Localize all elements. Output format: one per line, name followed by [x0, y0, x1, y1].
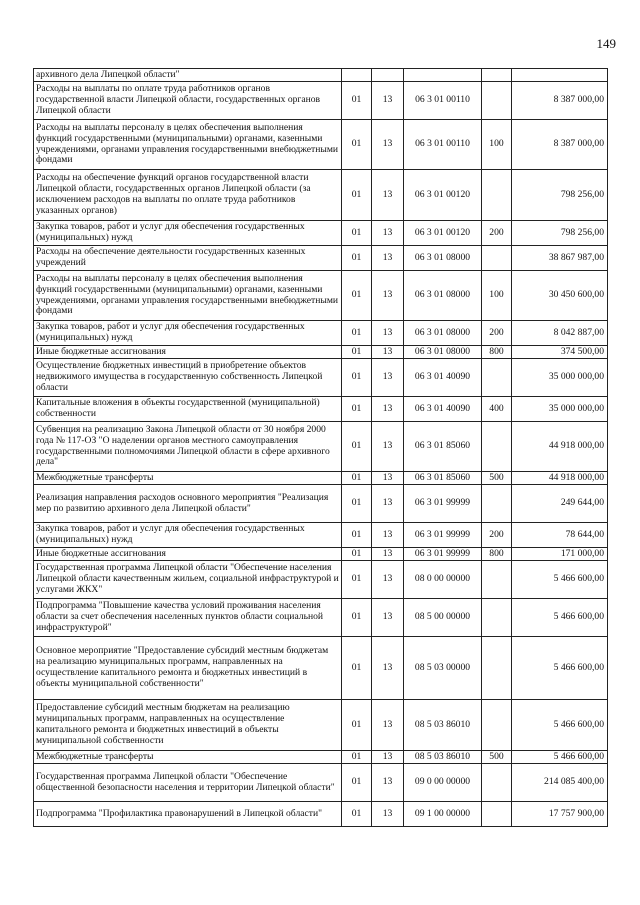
page-number: 149 — [596, 36, 616, 51]
table-row — [34, 751, 608, 764]
cell-expense-type — [482, 69, 512, 82]
cell-target-article: 06 3 01 85060 — [404, 422, 482, 472]
cell-name: Подпрограмма "Повышение качества условий проживания населения области за счет обеспечения населенных пунктов области социальной инфраструктурой" — [34, 599, 342, 637]
cell-subsection — [372, 69, 404, 82]
table-row — [34, 346, 608, 359]
cell-name: Закупка товаров, работ и услуг для обеспечения государственных (муниципальных) нужд — [34, 221, 342, 246]
cell-subsection: 13 — [372, 359, 404, 397]
cell-expense-type — [482, 359, 512, 397]
cell-amount: 5 466 600,00 — [512, 637, 608, 700]
cell-amount: 5 466 600,00 — [512, 561, 608, 599]
cell-amount: 5 466 600,00 — [512, 751, 608, 764]
cell-subsection: 13 — [372, 472, 404, 485]
cell-target-article: 06 3 01 99999 — [404, 523, 482, 548]
cell-section: 01 — [342, 271, 372, 321]
cell-section: 01 — [342, 523, 372, 548]
table-row — [34, 120, 608, 170]
table-row — [34, 271, 608, 321]
cell-target-article: 06 3 01 00110 — [404, 120, 482, 170]
cell-subsection: 13 — [372, 700, 404, 751]
cell-expense-type — [482, 561, 512, 599]
table-row — [34, 561, 608, 599]
cell-name: Субвенция на реализацию Закона Липецкой области от 30 ноября 2000 года № 117-ОЗ "О наделении органов местного самоуправления государственными полномочиями Липецкой области в сфере архивного дела" — [34, 422, 342, 472]
cell-name: Государственная программа Липецкой области "Обеспечение населения Липецкой области качественным жильем, социальной инфраструктурой и услугами ЖКХ" — [34, 561, 342, 599]
cell-name: Предоставление субсидий местным бюджетам на реализацию муниципальных программ, направленных на осуществление капитального ремонта и бюджетных инвестиций в объекты муниципальной собственности — [34, 700, 342, 751]
cell-section: 01 — [342, 485, 372, 523]
cell-amount: 44 918 000,00 — [512, 472, 608, 485]
table-row — [34, 700, 608, 751]
cell-section: 01 — [342, 82, 372, 120]
table-row — [34, 599, 608, 637]
cell-target-article: 06 3 01 08000 — [404, 246, 482, 271]
cell-expense-type: 800 — [482, 548, 512, 561]
cell-section — [342, 69, 372, 82]
cell-name: Расходы на выплаты по оплате труда работников органов государственной власти Липецкой области, государственных органов Липецкой области — [34, 82, 342, 120]
cell-subsection: 13 — [372, 170, 404, 221]
cell-amount: 8 387 000,00 — [512, 82, 608, 120]
cell-amount: 35 000 000,00 — [512, 397, 608, 422]
table-row — [34, 321, 608, 346]
cell-section: 01 — [342, 548, 372, 561]
cell-name: Иные бюджетные ассигнования — [34, 346, 342, 359]
cell-amount: 374 500,00 — [512, 346, 608, 359]
cell-name: Расходы на обеспечение деятельности государственных казенных учреждений — [34, 246, 342, 271]
cell-section: 01 — [342, 637, 372, 700]
cell-amount: 8 042 887,00 — [512, 321, 608, 346]
cell-target-article: 08 5 03 86010 — [404, 700, 482, 751]
cell-amount: 8 387 000,00 — [512, 120, 608, 170]
cell-expense-type — [482, 599, 512, 637]
cell-section: 01 — [342, 751, 372, 764]
cell-subsection: 13 — [372, 485, 404, 523]
cell-name: Реализация направления расходов основного мероприятия "Реализация мер по развитию архивного дела Липецкой области" — [34, 485, 342, 523]
cell-subsection: 13 — [372, 271, 404, 321]
cell-expense-type — [482, 802, 512, 827]
cell-amount: 44 918 000,00 — [512, 422, 608, 472]
table-row — [34, 523, 608, 548]
cell-target-article: 08 0 00 00000 — [404, 561, 482, 599]
cell-expense-type — [482, 422, 512, 472]
cell-name: Иные бюджетные ассигнования — [34, 548, 342, 561]
cell-name: Расходы на выплаты персоналу в целях обеспечения выполнения функций государственными (муниципальными) органами, казенными учреждениями, органами управления государственными внебюджетными фондами — [34, 271, 342, 321]
cell-expense-type: 800 — [482, 346, 512, 359]
table-row — [34, 397, 608, 422]
cell-expense-type: 100 — [482, 120, 512, 170]
cell-target-article: 08 5 00 00000 — [404, 599, 482, 637]
cell-amount: 798 256,00 — [512, 170, 608, 221]
table-row — [34, 637, 608, 700]
table-row — [34, 472, 608, 485]
cell-name: архивного дела Липецкой области" — [34, 69, 342, 82]
table-row — [34, 170, 608, 221]
cell-expense-type: 100 — [482, 271, 512, 321]
table-row — [34, 485, 608, 523]
cell-expense-type: 200 — [482, 523, 512, 548]
cell-name: Расходы на выплаты персоналу в целях обеспечения выполнения функций государственными (муниципальными) органами, казенными учреждениями, органами управления государственными внебюджетными фондами — [34, 120, 342, 170]
cell-expense-type — [482, 170, 512, 221]
cell-subsection: 13 — [372, 346, 404, 359]
cell-expense-type — [482, 637, 512, 700]
cell-section: 01 — [342, 221, 372, 246]
cell-name: Основное мероприятие "Предоставление субсидий местным бюджетам на реализацию муниципальных программ, направленных на осуществление капитального ремонта и бюджетных инвестиций в объекты муниципальной собственности" — [34, 637, 342, 700]
table-row — [34, 246, 608, 271]
budget-table — [33, 68, 608, 827]
cell-subsection: 13 — [372, 637, 404, 700]
cell-section: 01 — [342, 321, 372, 346]
cell-target-article: 06 3 01 40090 — [404, 359, 482, 397]
cell-section: 01 — [342, 359, 372, 397]
cell-subsection: 13 — [372, 751, 404, 764]
cell-subsection: 13 — [372, 802, 404, 827]
cell-expense-type: 500 — [482, 472, 512, 485]
cell-amount: 78 644,00 — [512, 523, 608, 548]
cell-subsection: 13 — [372, 397, 404, 422]
cell-expense-type: 400 — [482, 397, 512, 422]
cell-name: Закупка товаров, работ и услуг для обеспечения государственных (муниципальных) нужд — [34, 321, 342, 346]
table-row — [34, 69, 608, 82]
cell-expense-type: 500 — [482, 751, 512, 764]
cell-section: 01 — [342, 346, 372, 359]
cell-subsection: 13 — [372, 548, 404, 561]
cell-subsection: 13 — [372, 321, 404, 346]
cell-section: 01 — [342, 764, 372, 802]
cell-amount: 35 000 000,00 — [512, 359, 608, 397]
cell-target-article: 06 3 01 00120 — [404, 170, 482, 221]
table-row — [34, 764, 608, 802]
cell-section: 01 — [342, 397, 372, 422]
cell-expense-type: 200 — [482, 321, 512, 346]
cell-target-article: 06 3 01 00110 — [404, 82, 482, 120]
cell-section: 01 — [342, 246, 372, 271]
cell-subsection: 13 — [372, 764, 404, 802]
cell-expense-type — [482, 485, 512, 523]
table-row — [34, 548, 608, 561]
cell-subsection: 13 — [372, 221, 404, 246]
cell-amount: 214 085 400,00 — [512, 764, 608, 802]
cell-amount — [512, 69, 608, 82]
cell-amount: 5 466 600,00 — [512, 599, 608, 637]
cell-amount: 171 000,00 — [512, 548, 608, 561]
cell-subsection: 13 — [372, 523, 404, 548]
cell-amount: 249 644,00 — [512, 485, 608, 523]
cell-target-article: 06 3 01 00120 — [404, 221, 482, 246]
cell-amount: 38 867 987,00 — [512, 246, 608, 271]
cell-name: Подпрограмма "Профилактика правонарушений в Липецкой области" — [34, 802, 342, 827]
table-row — [34, 221, 608, 246]
cell-expense-type: 200 — [482, 221, 512, 246]
cell-amount: 798 256,00 — [512, 221, 608, 246]
cell-subsection: 13 — [372, 599, 404, 637]
cell-section: 01 — [342, 120, 372, 170]
cell-amount: 30 450 600,00 — [512, 271, 608, 321]
cell-target-article: 06 3 01 08000 — [404, 321, 482, 346]
cell-target-article: 09 1 00 00000 — [404, 802, 482, 827]
cell-name: Капитальные вложения в объекты государственной (муниципальной) собственности — [34, 397, 342, 422]
cell-target-article — [404, 69, 482, 82]
cell-name: Расходы на обеспечение функций органов государственной власти Липецкой области, государственных органов Липецкой области (за исключением расходов на выплаты по оплате труда работников указанных органов) — [34, 170, 342, 221]
table-row — [34, 359, 608, 397]
cell-target-article: 08 5 03 86010 — [404, 751, 482, 764]
cell-target-article: 06 3 01 85060 — [404, 472, 482, 485]
cell-amount: 5 466 600,00 — [512, 700, 608, 751]
cell-target-article: 09 0 00 00000 — [404, 764, 482, 802]
cell-section: 01 — [342, 561, 372, 599]
cell-section: 01 — [342, 802, 372, 827]
cell-name: Межбюджетные трансферты — [34, 472, 342, 485]
cell-subsection: 13 — [372, 422, 404, 472]
table-row — [34, 82, 608, 120]
cell-section: 01 — [342, 170, 372, 221]
cell-name: Государственная программа Липецкой области "Обеспечение общественной безопасности населения и территории Липецкой области" — [34, 764, 342, 802]
cell-section: 01 — [342, 599, 372, 637]
cell-target-article: 06 3 01 40090 — [404, 397, 482, 422]
cell-expense-type — [482, 700, 512, 751]
cell-expense-type — [482, 246, 512, 271]
cell-expense-type — [482, 82, 512, 120]
cell-subsection: 13 — [372, 120, 404, 170]
cell-target-article: 06 3 01 99999 — [404, 485, 482, 523]
cell-subsection: 13 — [372, 246, 404, 271]
cell-expense-type — [482, 764, 512, 802]
cell-section: 01 — [342, 422, 372, 472]
cell-target-article: 06 3 01 08000 — [404, 271, 482, 321]
cell-target-article: 06 3 01 99999 — [404, 548, 482, 561]
cell-section: 01 — [342, 472, 372, 485]
cell-name: Закупка товаров, работ и услуг для обеспечения государственных (муниципальных) нужд — [34, 523, 342, 548]
cell-subsection: 13 — [372, 82, 404, 120]
cell-target-article: 06 3 01 08000 — [404, 346, 482, 359]
cell-section: 01 — [342, 700, 372, 751]
cell-target-article: 08 5 03 00000 — [404, 637, 482, 700]
cell-amount: 17 757 900,00 — [512, 802, 608, 827]
table-row — [34, 422, 608, 472]
cell-name: Межбюджетные трансферты — [34, 751, 342, 764]
cell-name: Осуществление бюджетных инвестиций в приобретение объектов недвижимого имущества в государственную собственность Липецкой области — [34, 359, 342, 397]
budget-table-body — [34, 69, 608, 827]
table-row — [34, 802, 608, 827]
cell-subsection: 13 — [372, 561, 404, 599]
